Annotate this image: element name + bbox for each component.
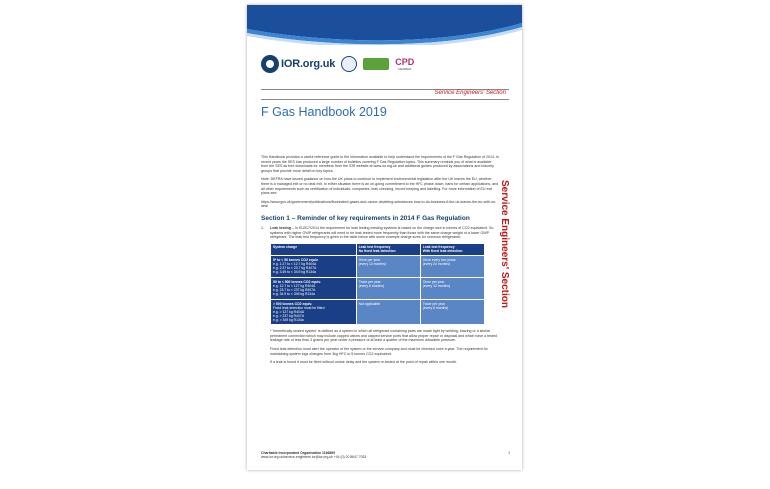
footer-line-2: www.ior.org.uk/service-engineers ior@ior.org.uk +44 (0) 20 8647 7033 (261, 455, 367, 460)
cpd-badge-text: CPD (395, 56, 415, 67)
header-wave-graphic (247, 5, 522, 45)
table-cell-charge (271, 256, 357, 278)
table-cell-with-fixed: Once per year (every 12 months) (420, 278, 484, 300)
defra-note-paragraph: Note: DEFRA have issued guidance on how the UK plans to continue to implement environmental legislation after the UK leaves the EU, whether there is a managed exit or no deal exit. In either situation there is an on-going commitment to the HFC phase down, bans for certain applications, and all other requirements such as certification of individuals, companies, leak checking, record keeping and labelling. For more information of EU exit plans see: (261, 177, 499, 196)
list-item-text (270, 226, 499, 240)
ior-logo-text: IOR.org.uk (281, 58, 336, 70)
list-item-body: – In EU517/2014 the requirement for leak testing existing systems is based on the charge size in tonnes of CO2 equivalent. So systems with higher GWP refrigerants will need to be leak tested more frequently than those with the same charge weight of a lower GWP refrigerant. The leak test frequency is given in the table below with some example charge sizes for common refrigerants: (270, 225, 494, 240)
fixed-detection-note: Fixed leak detection must alert the operator of the system or the service company and must be checked once a year. The requirement for maintaining system logs changes from 3kg HFC to 5 tonnes CO2 equivalent. (270, 346, 488, 356)
page-number: 1 (508, 451, 510, 455)
charge-title: 5* to < 50 tonnes CO2 equiv. (273, 257, 319, 262)
table-cell-with-fixed: Once every two years (every 24 months) (420, 256, 484, 278)
hermetic-note: * 'hermetically sealed system' is defined as a system in which all refrigerant containing parts are made tight by welding, brazing or a similar permanent connection which may include capped valves and capped service ports that allow proper repair or disposal and which have a tested leakage rate of less than 3 grams per year under a pressure of at least a quarter of the maximum allowable pressure. (270, 329, 497, 343)
table-row (271, 278, 485, 300)
leak-test-frequency-table (270, 243, 485, 325)
cpd-badge-sub: MEMBER (398, 66, 412, 71)
gov-link[interactable]: https://www.gov.uk/government/publications/fluorinated-gases-and-ozone-depleting-substances-how-to-do-business-if-the-uk-leaves-the-eu-with-no-deal (261, 199, 497, 209)
section-1-heading: Section 1 – Reminder of key requirements in 2014 F Gas Regulation (261, 214, 470, 222)
logo-row (261, 50, 414, 78)
table-cell-charge (271, 278, 357, 300)
cpd-member-badge (395, 58, 414, 71)
charge-examples: e.g. 12.7 to < 127 kg R404A e.g. 23.7 to < 237 kg R407A e.g. 34.9 to < 349 kg R134a (273, 283, 316, 297)
list-item-bold: Leak testing (270, 225, 291, 230)
table-header-row (271, 243, 485, 255)
document-title: F Gas Handbook 2019 (261, 105, 387, 119)
charge-examples: Fixed leak detection must be fitted e.g. > 127 kg R404A e.g. > 237 kg R407A e.g. > 349 kg R134a (273, 305, 325, 323)
table-header: Leak test frequency With fixed leak detection (420, 243, 484, 255)
table-cell-charge (271, 300, 357, 325)
leak-found-note: If a leak is found it must be fixed without undue delay and the system re-tested at the point of repair within one month. (270, 360, 457, 365)
notes-block (270, 329, 499, 365)
list-number: 1. (261, 225, 264, 230)
intro-paragraph: This Handbook provides a useful reference guide to the information available to help understand the requirements of the F Gas Regulation of 2014. In recent years the SES has produced a large number of bulletins covering F Gas Regulation topics. This summary reminds you of what is available from the SES as free downloads for members from the IOR website at www.ior.org.uk and additional guides produced by associations and industry groups that provide more detail on key topics. (261, 155, 499, 173)
charge-title: 50 to < 500 tonnes CO2 equiv. (273, 279, 321, 284)
document-page (247, 5, 522, 470)
vertical-section-label: Service Engineers' Section (499, 180, 510, 308)
table-cell-no-fixed: Twice per year (every 6 months) (356, 278, 420, 300)
document-body (261, 155, 499, 369)
ior-logo-mark (261, 55, 279, 73)
footer-line-1: Charitable Incorporated Organisation 1166869 (261, 451, 336, 455)
table-cell-no-fixed: Not applicable (356, 300, 420, 325)
page-footer (261, 451, 509, 460)
header-rule-bottom (261, 99, 509, 100)
accreditation-badge (341, 56, 357, 72)
charge-title: > 500 tonnes CO2 equiv. (273, 301, 313, 306)
ior-logo (261, 55, 335, 73)
table-cell-no-fixed: Once per year (every 12 months) (356, 256, 420, 278)
community-badge (363, 58, 389, 70)
table-header: Leak test frequency No fixed leak detection (356, 243, 420, 255)
charge-examples: e.g. 1.27 to < 12.7 kg R404A e.g. 2.37 to < 23.7 kg R407A e.g. 3.49 to < 34.9 kg R134a (273, 261, 317, 275)
table-cell-with-fixed: Twice per year (every 6 months) (420, 300, 484, 325)
table-header: System charge (271, 243, 357, 255)
table-row (271, 300, 485, 325)
section-header: Service Engineers' Section (434, 90, 506, 96)
list-item-leak-testing (261, 226, 499, 240)
table-row (271, 256, 485, 278)
